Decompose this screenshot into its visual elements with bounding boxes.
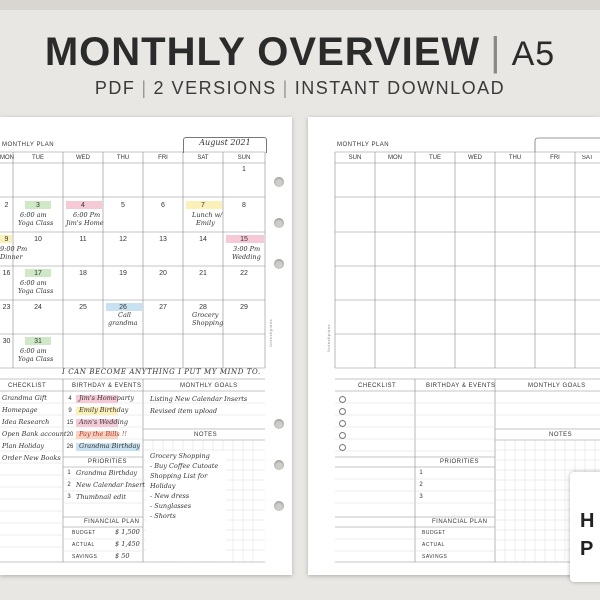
event-time: 6:00 am: [20, 211, 47, 219]
event-text: Lunch w/: [192, 211, 223, 219]
priorities-label: PRIORITIES: [440, 459, 480, 465]
financial-label: FINANCIAL PLAN: [84, 519, 140, 525]
subtitle-download: INSTANT DOWNLOAD: [294, 78, 506, 98]
date-number: 27: [159, 304, 167, 311]
checkbox[interactable]: [339, 432, 346, 439]
day-header-sat: SAT: [581, 155, 594, 161]
event-text: grandma: [108, 319, 138, 327]
checklist-item: Plan Holiday: [2, 442, 45, 450]
birthday-event: Ann's Wedding: [79, 418, 129, 426]
goal-item: Revised item upload: [150, 407, 218, 415]
checkbox[interactable]: [339, 408, 346, 415]
priority-item: New Calendar Insert: [76, 481, 145, 489]
actual-value: $ 1,450: [115, 540, 140, 548]
date-number: 13: [159, 236, 167, 243]
birthday-day: 20: [66, 432, 74, 438]
checklist-label: CHECKLIST: [358, 383, 397, 389]
date-number: 24: [34, 304, 42, 311]
day-header-wed: WED: [76, 155, 90, 161]
plan-label: MONTHLY PLAN: [2, 142, 55, 148]
day-header-sat: SAT: [197, 155, 209, 161]
financial-label: FINANCIAL PLAN: [432, 519, 488, 525]
checkbox[interactable]: [339, 420, 346, 427]
date-number: 8: [242, 202, 246, 209]
binder-hole: [274, 177, 284, 187]
date-number: 18: [79, 270, 87, 277]
event-time: 6:00 am: [20, 279, 47, 287]
subtitle-format: PDF: [94, 78, 136, 98]
event-text: Wedding: [232, 253, 261, 261]
top-band: [0, 0, 600, 10]
date-number: 17: [34, 270, 42, 277]
date-number: 11: [79, 236, 87, 243]
notes-label: NOTES: [549, 432, 573, 438]
plan-label: MONTHLY PLAN: [337, 142, 390, 148]
note-line: - New dress: [150, 492, 190, 500]
date-number: 20: [159, 270, 167, 277]
priority-number: 3: [419, 494, 423, 500]
savings-label: SAVINGS: [422, 554, 448, 560]
note-line: - Shorts: [150, 512, 176, 520]
event-text: Dinner: [0, 253, 23, 261]
birthday-event: Jim's Homeparty: [79, 394, 135, 402]
event-text: Jim's Home: [66, 219, 104, 227]
date-number: 21: [199, 270, 207, 277]
event-text: Emily: [196, 219, 215, 227]
date-number: 4: [81, 202, 85, 209]
event-time: 6:00 Pm: [73, 211, 101, 219]
motivational-quote: I CAN BECOME ANYTHING I PUT MY MIND TO.: [62, 368, 261, 376]
day-header-thu: THU: [508, 155, 522, 161]
date-number: 29: [240, 304, 248, 311]
side-brand: Notesfiplans: [268, 318, 273, 347]
binder-hole: [274, 419, 284, 429]
checklist-item: Homepage: [2, 406, 38, 414]
event-text: Yoga Class: [18, 355, 54, 363]
date-number: 16: [2, 270, 11, 277]
goals-label: MONTHLY GOALS: [528, 383, 586, 389]
priority-number: 2: [67, 482, 71, 488]
badge-letter: H: [580, 510, 595, 532]
month-box: [183, 137, 267, 153]
date-number: 22: [240, 270, 248, 277]
birthday-event: Pay the Bills !!: [79, 430, 128, 438]
right-planner-page: [308, 117, 600, 575]
day-header-tue: TUE: [429, 155, 441, 161]
birthday-day: 26: [66, 444, 74, 450]
date-number: 7: [201, 202, 205, 209]
date-number: 3: [36, 202, 40, 209]
goals-label: MONTHLY GOALS: [180, 383, 238, 389]
priority-number: 1: [67, 470, 71, 476]
actual-label: ACTUAL: [72, 542, 95, 548]
date-number: 30: [2, 338, 11, 345]
date-number: 1: [242, 166, 246, 173]
birthday-day: 9: [68, 408, 72, 414]
left-planner-page: [0, 117, 292, 575]
event-text: Yoga Class: [18, 287, 54, 295]
day-header-fri: FRI: [158, 155, 168, 161]
date-number: 31: [34, 338, 42, 345]
birthday-event: Emily Birthday: [79, 406, 129, 414]
badge-letter: P: [580, 538, 594, 560]
day-header-mon: MON: [0, 155, 14, 161]
actual-label: ACTUAL: [422, 542, 445, 548]
event-text: Yoga Class: [18, 219, 54, 227]
side-brand: Notesfiplans: [326, 323, 331, 352]
birthday-day: 15: [66, 420, 74, 426]
date-number: 19: [119, 270, 127, 277]
day-header-fri: FRI: [550, 155, 560, 161]
priority-item: Grandma Birthday: [76, 469, 138, 477]
corner-badge: [570, 472, 600, 582]
page-title: [0, 30, 600, 75]
event-text: Grocery: [192, 311, 219, 319]
date-number: 12: [119, 236, 127, 243]
birthday-day: 4: [68, 396, 72, 402]
subtitle-versions: 2 VERSIONS: [153, 78, 277, 98]
event-time: 9:00 Pm: [0, 245, 28, 253]
binder-hole: [274, 259, 284, 269]
note-line: - Sunglasses: [150, 502, 192, 510]
title-main: MONTHLY OVERVIEW: [44, 30, 481, 74]
budget-label: BUDGET: [72, 530, 96, 536]
date-number: 9: [4, 236, 9, 243]
note-line: Holiday: [150, 482, 176, 490]
checklist-item: Open Bank account: [2, 430, 67, 438]
date-number: 28: [199, 304, 207, 311]
note-line: Shopping List for: [150, 472, 208, 480]
day-header-thu: THU: [116, 155, 130, 161]
date-number: 2: [4, 202, 9, 209]
birthday-label: BIRTHDAY & EVENTS: [426, 383, 496, 389]
priorities-label: PRIORITIES: [88, 459, 128, 465]
budget-value: $ 1,500: [115, 528, 140, 536]
checklist-item: Grandma Gift: [2, 394, 47, 402]
date-number: 10: [34, 236, 42, 243]
priority-item: Thumbnail edit: [76, 493, 127, 501]
event-text: Call: [118, 311, 132, 319]
day-header-sun: SUN: [348, 155, 362, 161]
notes-label: NOTES: [194, 432, 218, 438]
date-number: 14: [199, 236, 207, 243]
binder-hole: [274, 218, 284, 228]
event-time: 3:00 Pm: [233, 245, 261, 253]
day-header-sun: SUN: [237, 155, 251, 161]
savings-value: $ 50: [115, 552, 130, 560]
goal-item: Listing New Calendar Inserts: [150, 395, 248, 403]
day-header-mon: MON: [388, 155, 402, 161]
budget-label: BUDGET: [422, 530, 446, 536]
birthday-label: BIRTHDAY & EVENTS: [72, 383, 142, 389]
binder-hole: [274, 460, 284, 470]
event-time: 6:00 am: [20, 347, 47, 355]
subtitle: PDF | 2 VERSIONS | INSTANT DOWNLOAD: [94, 78, 506, 98]
date-number: 26: [119, 304, 127, 311]
savings-label: SAVINGS: [72, 554, 98, 560]
birthday-event: Grandma Birthday: [79, 442, 141, 450]
date-number: 5: [121, 202, 125, 209]
title-divider: |: [490, 30, 502, 74]
priority-number: 2: [419, 482, 423, 488]
note-line: - Buy Coffee Cutoate: [150, 462, 219, 470]
date-number: 23: [2, 304, 11, 311]
checklist-label: CHECKLIST: [8, 383, 47, 389]
date-number: 25: [79, 304, 87, 311]
date-number: 6: [161, 202, 165, 209]
priority-number: 1: [419, 470, 423, 476]
event-text: Shopping: [192, 319, 224, 327]
checklist-item: Idea Research: [2, 418, 50, 426]
note-line: Grocery Shopping: [150, 452, 210, 460]
checkbox[interactable]: [339, 396, 346, 403]
checklist-item: Order New Books: [2, 454, 61, 462]
binder-hole: [274, 501, 284, 511]
day-header-wed: WED: [468, 155, 482, 161]
day-header-tue: TUE: [32, 155, 44, 161]
checkbox[interactable]: [339, 444, 346, 451]
priority-number: 3: [67, 494, 71, 500]
month-name: August 2021: [199, 138, 251, 147]
date-number: 15: [240, 236, 248, 243]
title-size: A5: [511, 35, 556, 73]
right-grid: [308, 117, 600, 575]
